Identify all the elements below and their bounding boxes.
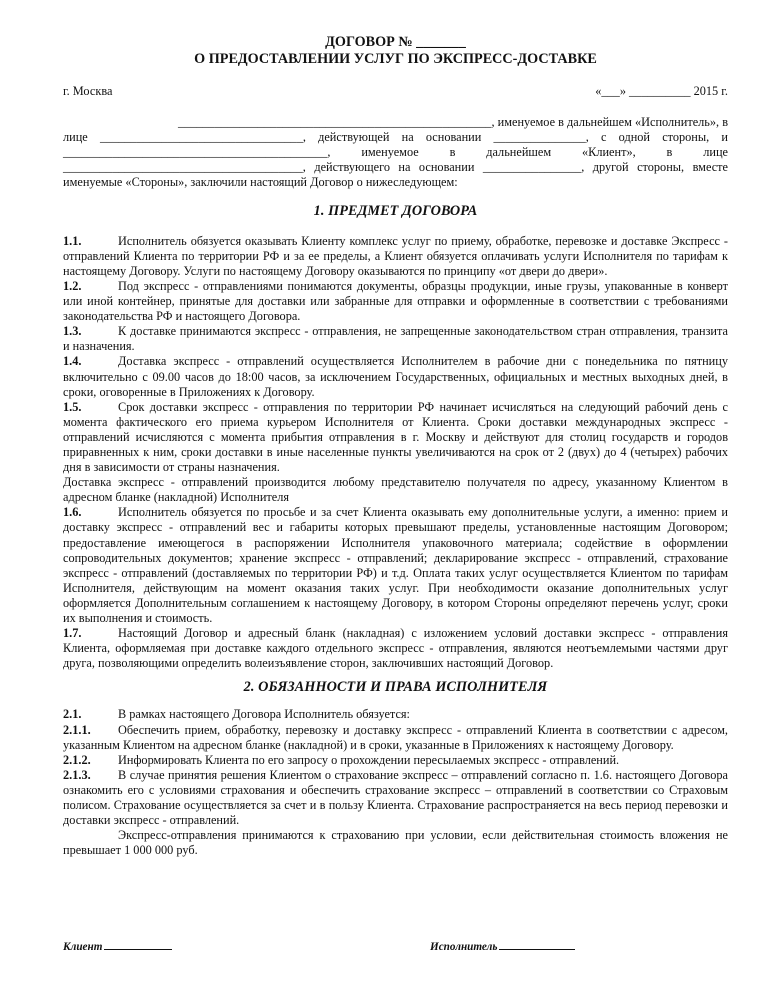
clause-text: Настоящий Договор и адресный бланк (накладная) с изложением условий доставки экспресс - отправления Клиента, оформляемая при доставке каждого отдельного экспресс - отправления, являются неотъемлемыми частями друг друга, позволяющими определить волеизъявление сторон, заключивших настоящий Договор. [63, 626, 728, 671]
section2-clause [63, 723, 728, 753]
client-signature-label: Клиент [63, 941, 103, 953]
section-1-heading: 1. ПРЕДМЕТ ДОГОВОРА [313, 202, 478, 219]
section-1-clauses [63, 234, 728, 672]
clause-text: В случае принятия решения Клиентом о страхование экспресс – отправлений согласно п. 1.6. настоящего Договора ознакомить его с условиями страхования и обеспечить страхование экспресс – отправлений в соответствии со Страховым полисом. Страхование осуществляется за счет и в пользу Клиента. Страхование распространяется на весь период перевозки и доставки экспресс - отправлений. [63, 767, 728, 828]
clause-number: 1.2. [63, 278, 82, 293]
section-2-heading: 2. ОБЯЗАННОСТИ И ПРАВА ИСПОЛНИТЕЛЯ [243, 679, 548, 696]
clause-text: Доставка экспресс - отправлений производится любому представителю получателя по адресу, указанному Клиентом в адресном бланке (накладной) Исполнителя [63, 475, 728, 505]
clause-number: 1.1. [63, 233, 82, 248]
clause-text: Информировать Клиента по его запросу о прохождении пересылаемых экспресс - отправлений. [118, 752, 620, 767]
section2-clause [63, 753, 728, 768]
city: г. Москва [63, 84, 113, 98]
intro-paragraph: лице _________________________________, действующей на основании _______________, с одной стороны, и ___________________________________________, именуемое в дальнейшем «Клиент», в лице _______________________________________, действующего на основании ________________, другой стороны, вместе именуемые «Стороны», заключили настоящий Договор о нижеследующем: [63, 130, 728, 190]
section1-clause [63, 505, 728, 626]
clause-number: 1.6. [63, 505, 82, 520]
client-signature-line [104, 939, 172, 950]
title-line-1: ДОГОВОР № _______ [325, 34, 466, 50]
executor-signature [430, 939, 575, 953]
clause-number: 1.4. [63, 354, 82, 369]
title-line-2: О ПРЕДОСТАВЛЕНИИ УСЛУГ ПО ЭКСПРЕСС-ДОСТАВКЕ [194, 50, 597, 67]
clause-number: 2.1. [63, 707, 82, 722]
section1-clause [63, 354, 728, 399]
executor-signature-label: Исполнитель [430, 941, 498, 953]
place-date-row [63, 84, 728, 99]
intro-line-1: ___________________________________________________, именуемое в дальнейшем «Исполнитель», в [177, 115, 728, 130]
section1-clause [63, 279, 728, 324]
clause-text: Исполнитель обязуется оказывать Клиенту комплекс услуг по приему, обработке, перевозке и доставке Экспресс - отправлений Клиента по территории РФ и за ее пределы, а Клиент обязуется оплачивать услуги Исполнителя по тарифам к настоящему Договору. Услуги по настоящему Договору оказываются по принципу «от двери до двери». [63, 233, 728, 278]
clause-number: 1.5. [63, 399, 82, 414]
clause-number: 2.1.3. [63, 767, 91, 782]
section1-clause [63, 324, 728, 354]
insurance-note: Экспресс-отправления принимаются к страхованию при условии, если действительная стоимость вложения не превышает 1 000 000 руб. [63, 828, 728, 858]
document-title [63, 34, 728, 67]
section2-clause [63, 707, 728, 722]
section1-clause [63, 475, 728, 505]
section2-clause [63, 768, 728, 828]
clause-text: Под экспресс - отправлениями понимаются документы, образцы продукции, иные грузы, упакованные в конверт или иной контейнер, принятые для доставки или забранные для отправки и оформленные в соответствии с требованиями законодательства РФ и настоящего Договора. [63, 278, 728, 324]
section1-clause [63, 234, 728, 279]
clause-number: 2.1.1. [63, 722, 91, 737]
clause-text: К доставке принимаются экспресс - отправления, не запрещенные законодательством стран отправления, транзита и назначения. [63, 324, 728, 354]
clause-number: 2.1.2. [63, 752, 91, 767]
contract-date: «___» __________ 2015 г. [595, 84, 728, 98]
clause-text: Обеспечить прием, обработку, перевозку и доставку экспресс - отправлений Клиента в соответствии с адресом, указанным Клиентом на адресном бланке (накладной) и в сроки, указанные в Приложениях к настоящему Договору. [63, 722, 728, 752]
section-2-clauses [63, 707, 728, 828]
executor-signature-line [499, 939, 575, 950]
clause-text: Исполнитель обязуется по просьбе и за счет Клиента оказывать ему дополнительные услуги, а именно: прием и доставку экспресс - отправлений вес и габариты которых превышают пределы, установленные настоящим Договором; предоставление имеющегося в распоряжении Исполнителя упаковочного материала; содействие в оформлении сопроводительных документов; хранение экспресс - отправлений; декларирование экспресс - отправлений, страхование экспресс - отправлений (доставляемых по территории РФ) и т.д. Оплата таких услуг осуществляется Клиентом по тарифам Исполнителя, действующим на момент оказания таких услуг. При необходимости оказание дополнительных услуг оформляется Дополнительным соглашением к настоящему Договору, в котором Стороны определяют перечень услуг, сроки их выполнения и стоимость. [63, 505, 728, 625]
document-page [63, 34, 728, 858]
clause-number: 1.7. [63, 626, 82, 641]
section1-clause [63, 626, 728, 671]
client-signature [63, 939, 172, 953]
clause-text: Доставка экспресс - отправлений осуществляется Исполнителем в рабочие дни с понедельника по пятницу включительно с 09.00 часов до 18:00 часов, за исключением Государственных, официальных и местных выходных дней, в сроки, оговоренные в Приложениях к Договору. [63, 354, 728, 399]
clause-number: 1.3. [63, 324, 82, 339]
clause-text: В рамках настоящего Договора Исполнитель обязуется: [118, 707, 410, 722]
clause-text: Срок доставки экспресс - отправления по территории РФ начинает исчисляться на следующий рабочий день с момента фактического его приема курьером Исполнителя от Клиента. Сроки доставки международных экспресс - отправлений исчисляются с момента прибытия отправления в г. Москву и действуют для столиц государств и городов приравненных к ним, сроки доставки в иные населенные пункты увеличиваются на срок от 2 (двух) до 4 (четырех) рабочих дня в зависимости от страны назначения. [63, 399, 728, 475]
section1-clause [63, 400, 728, 475]
